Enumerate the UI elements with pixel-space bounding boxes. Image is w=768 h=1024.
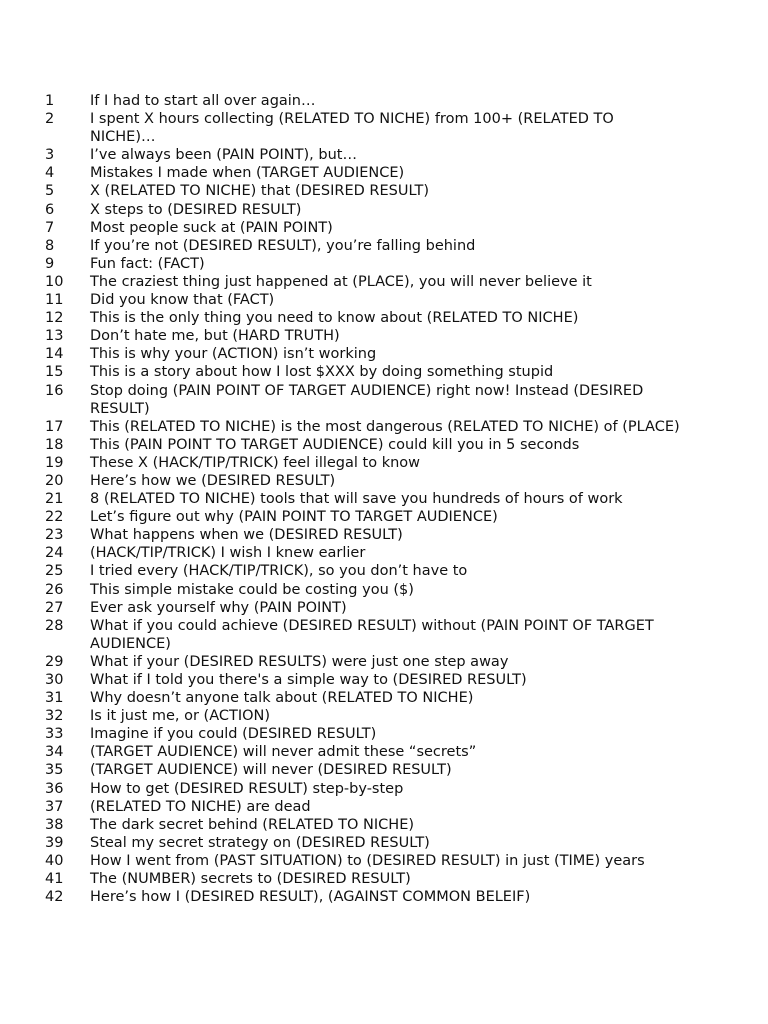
item-number: 33: [45, 726, 64, 743]
item-number: 30: [45, 672, 64, 688]
item-text: I spent X hours collecting (RELATED TO NICHE) from 100+ (RELATED TO NICHE)…: [90, 111, 614, 146]
item-number: 35: [45, 762, 64, 779]
list-item: [0, 237, 768, 255]
list-item: [0, 309, 768, 327]
item-number: 5: [45, 183, 55, 200]
list-item: [0, 599, 768, 617]
item-text: Fun fact: (FACT): [90, 255, 205, 272]
list-item: [0, 92, 768, 110]
item-number: 41: [45, 871, 64, 888]
list-item: [0, 834, 768, 852]
item-text: X steps to (DESIRED RESULT): [90, 201, 302, 218]
item-text: How to get (DESIRED RESULT) step-by-step: [90, 780, 404, 797]
list-item: [0, 363, 768, 381]
list-item: [0, 436, 768, 454]
item-text: The (NUMBER) secrets to (DESIRED RESULT): [90, 871, 411, 888]
item-number: 42: [45, 889, 64, 906]
item-number: 3: [45, 147, 55, 164]
list-item: [0, 327, 768, 345]
item-text: What if you could achieve (DESIRED RESULT) without (PAIN POINT OF TARGET AUDIENCE): [90, 617, 654, 652]
item-number: 16: [45, 382, 64, 399]
item-number: 17: [45, 418, 64, 435]
item-number: 1: [45, 93, 55, 109]
list-item: [0, 146, 768, 164]
item-text: What if your (DESIRED RESULTS) were just one step away: [90, 653, 509, 670]
item-text: Here’s how I (DESIRED RESULT), (AGAINST COMMON BELEIF): [90, 889, 531, 906]
item-number: 24: [45, 545, 64, 562]
item-text: (TARGET AUDIENCE) will never admit these “secrets”: [90, 744, 477, 761]
list-item: [0, 743, 768, 761]
item-text: (TARGET AUDIENCE) will never (DESIRED RESULT): [90, 762, 452, 779]
list-item: [0, 852, 768, 870]
item-text: If you’re not (DESIRED RESULT), you’re falling behind: [90, 237, 476, 254]
item-text: Steal my secret strategy on (DESIRED RESULT): [90, 834, 430, 851]
list-item: [0, 689, 768, 707]
item-text: Did you know that (FACT): [90, 292, 275, 309]
list-item: [0, 798, 768, 816]
item-text: Ever ask yourself why (PAIN POINT): [90, 599, 347, 616]
item-text: If I had to start all over again…: [90, 93, 316, 109]
item-text: (RELATED TO NICHE) are dead: [90, 798, 311, 815]
item-text: How I went from (PAST SITUATION) to (DESIRED RESULT) in just (TIME) years: [90, 852, 645, 869]
list-item: [0, 508, 768, 526]
item-number: 13: [45, 328, 64, 345]
item-text: Let’s figure out why (PAIN POINT TO TARGET AUDIENCE): [90, 509, 498, 526]
item-number: 29: [45, 653, 64, 670]
item-text: This (RELATED TO NICHE) is the most dangerous (RELATED TO NICHE) of (PLACE): [90, 418, 680, 435]
list-item: [0, 472, 768, 490]
list-item: [0, 255, 768, 273]
list-item: [0, 888, 768, 906]
item-number: 36: [45, 780, 64, 797]
item-number: 26: [45, 581, 64, 598]
list-item: [0, 816, 768, 834]
list-item: [0, 870, 768, 888]
list-item: [0, 617, 768, 653]
item-text: This simple mistake could be costing you ($): [90, 581, 414, 598]
item-number: 9: [45, 255, 55, 272]
item-text: Is it just me, or (ACTION): [90, 708, 271, 725]
item-number: 27: [45, 599, 64, 616]
item-text: Mistakes I made when (TARGET AUDIENCE): [90, 165, 405, 182]
item-number: 12: [45, 310, 64, 327]
item-number: 6: [45, 201, 55, 218]
item-number: 2: [45, 111, 55, 128]
item-text: Why doesn’t anyone talk about (RELATED TO NICHE): [90, 690, 474, 707]
item-number: 21: [45, 491, 64, 508]
list-item: [0, 291, 768, 309]
item-text: The dark secret behind (RELATED TO NICHE): [90, 816, 415, 833]
list-item: [0, 780, 768, 798]
list-item: [0, 201, 768, 219]
list-item: [0, 345, 768, 363]
list-item: [0, 671, 768, 689]
item-number: 25: [45, 563, 64, 580]
list-item: [0, 544, 768, 562]
item-number: 34: [45, 744, 64, 761]
item-text: This is the only thing you need to know about (RELATED TO NICHE): [90, 310, 579, 327]
list-item: [0, 418, 768, 436]
item-text: I tried every (HACK/TIP/TRICK), so you don’t have to: [90, 563, 468, 580]
item-text: Most people suck at (PAIN POINT): [90, 219, 333, 236]
item-text: This is why your (ACTION) isn’t working: [90, 346, 377, 363]
list-item: [0, 707, 768, 725]
item-text: X (RELATED TO NICHE) that (DESIRED RESULT): [90, 183, 430, 200]
item-text: (HACK/TIP/TRICK) I wish I knew earlier: [90, 545, 366, 562]
list-item: [0, 653, 768, 671]
list-item: [0, 182, 768, 200]
item-text: What happens when we (DESIRED RESULT): [90, 527, 403, 544]
item-number: 38: [45, 816, 64, 833]
item-number: 18: [45, 436, 64, 453]
item-number: 4: [45, 165, 55, 182]
item-number: 19: [45, 454, 64, 471]
item-number: 22: [45, 509, 64, 526]
item-number: 11: [45, 292, 64, 309]
item-number: 23: [45, 527, 64, 544]
item-number: 32: [45, 708, 64, 725]
list-item: [0, 273, 768, 291]
list-item: [0, 581, 768, 599]
item-text: What if I told you there's a simple way to (DESIRED RESULT): [90, 672, 527, 688]
item-text: I’ve always been (PAIN POINT), but…: [90, 147, 357, 164]
item-text: These X (HACK/TIP/TRICK) feel illegal to know: [90, 454, 421, 471]
item-number: 40: [45, 852, 64, 869]
item-text: This (PAIN POINT TO TARGET AUDIENCE) could kill you in 5 seconds: [90, 436, 580, 453]
item-text: 8 (RELATED TO NICHE) tools that will save you hundreds of hours of work: [90, 491, 623, 508]
list-item: [0, 725, 768, 743]
item-text: Don’t hate me, but (HARD TRUTH): [90, 328, 340, 345]
hook-list: [0, 92, 768, 906]
list-item: [0, 219, 768, 237]
item-number: 39: [45, 834, 64, 851]
list-item: [0, 761, 768, 779]
item-number: 14: [45, 346, 64, 363]
list-item: [0, 454, 768, 472]
list-item: [0, 526, 768, 544]
item-text: Here’s how we (DESIRED RESULT): [90, 472, 336, 489]
item-number: 7: [45, 219, 55, 236]
item-number: 31: [45, 690, 64, 707]
item-text: Stop doing (PAIN POINT OF TARGET AUDIENCE) right now! Instead (DESIRED RESULT): [90, 382, 644, 417]
list-item: [0, 490, 768, 508]
item-text: This is a story about how I lost $XXX by doing something stupid: [90, 364, 554, 381]
item-number: 20: [45, 472, 64, 489]
item-text: The craziest thing just happened at (PLACE), you will never believe it: [90, 273, 592, 290]
item-text: Imagine if you could (DESIRED RESULT): [90, 726, 377, 743]
item-number: 28: [45, 617, 64, 634]
list-item: [0, 562, 768, 580]
list-item: [0, 110, 768, 146]
item-number: 10: [45, 273, 64, 290]
list-item: [0, 382, 768, 418]
list-item: [0, 164, 768, 182]
item-number: 37: [45, 798, 64, 815]
item-number: 8: [45, 237, 55, 254]
item-number: 15: [45, 364, 64, 381]
